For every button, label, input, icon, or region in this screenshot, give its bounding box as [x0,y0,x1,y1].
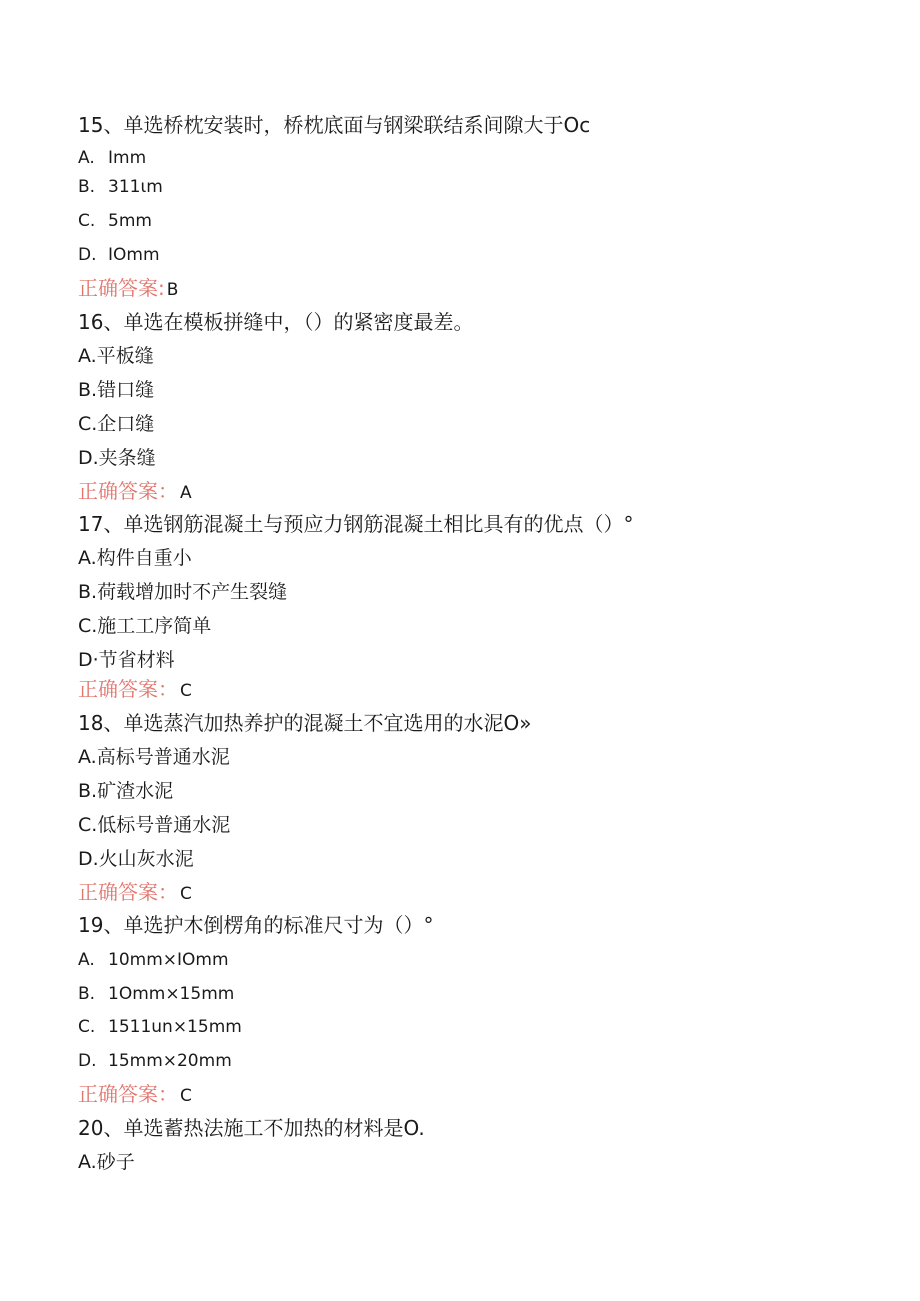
option-text: 311ιm [108,177,163,197]
answer-label: 正确答案： [78,880,178,904]
answer-value: C [180,681,192,701]
answer-value: C [180,1086,192,1106]
answer-value: C [180,884,192,904]
option-18-d: D.火山灰水泥 [78,848,194,870]
option-19-a [78,948,229,972]
option-19-c [78,1015,242,1039]
option-label: C. [78,211,96,231]
option-15-d [78,243,160,267]
option-15-b [78,175,163,199]
option-15-a [78,146,146,170]
option-text: 1511un×15mm [108,1017,242,1037]
option-16-c: C.企口缝 [78,413,155,435]
option-label: A. [78,950,95,970]
option-17-c: C.施工工序简单 [78,615,212,637]
option-label: B. [78,177,96,197]
question-17: 17、单选钢筋混凝土与预应力钢筋混凝土相比具有的优点（）° [78,512,634,536]
answer-label: 正确答案： [78,479,178,503]
option-19-b [78,982,234,1006]
option-text: IOmm [108,245,160,265]
question-16: 16、单选在模板拼缝中，（）的紧密度最差。 [78,310,474,334]
option-17-b: B.荷载增加时不产生裂缝 [78,581,288,603]
option-label: A. [78,148,95,168]
option-16-b: B.错口缝 [78,379,155,401]
answer-15 [78,276,178,302]
option-text: 10mm×IOmm [108,950,229,970]
answer-19 [78,1082,192,1108]
option-label: B. [78,984,96,1004]
option-18-a: A.高标号普通水泥 [78,746,230,768]
option-text: 1Omm×15mm [108,984,235,1004]
question-15: 15、单选桥枕安装时，桥枕底面与钢梁联结系间隙大于Oc [78,113,591,137]
answer-18 [78,880,192,906]
option-text: Imm [108,148,147,168]
option-text: 5mm [108,211,152,231]
answer-17 [78,677,192,703]
answer-value: B [166,280,179,300]
option-label: D. [78,1051,97,1071]
answer-16 [78,479,192,505]
answer-label: 正确答案： [78,677,178,701]
question-20: 20、单选蓄热法施工不加热的材料是O. [78,1116,425,1140]
question-18: 18、单选蒸汽加热养护的混凝土不宜选用的水泥O» [78,711,532,735]
option-16-a: A.平板缝 [78,345,154,367]
option-19-d [78,1049,232,1073]
answer-value: A [180,483,192,503]
option-text: 15mm×20mm [108,1051,232,1071]
option-20-a: A.砂子 [78,1151,135,1173]
option-17-a: A.构件自重小 [78,547,192,569]
option-label: C. [78,1017,96,1037]
option-15-c [78,209,152,233]
option-17-d: D·节省材料 [78,649,175,671]
answer-label: 正确答案: [78,276,165,300]
option-16-d: D.夹条缝 [78,447,156,469]
option-label: D. [78,245,97,265]
answer-label: 正确答案： [78,1082,178,1106]
option-18-c: C.低标号普通水泥 [78,814,231,836]
question-19: 19、单选护木倒楞角的标准尺寸为（）° [78,913,434,937]
option-18-b: B.矿渣水泥 [78,780,174,802]
